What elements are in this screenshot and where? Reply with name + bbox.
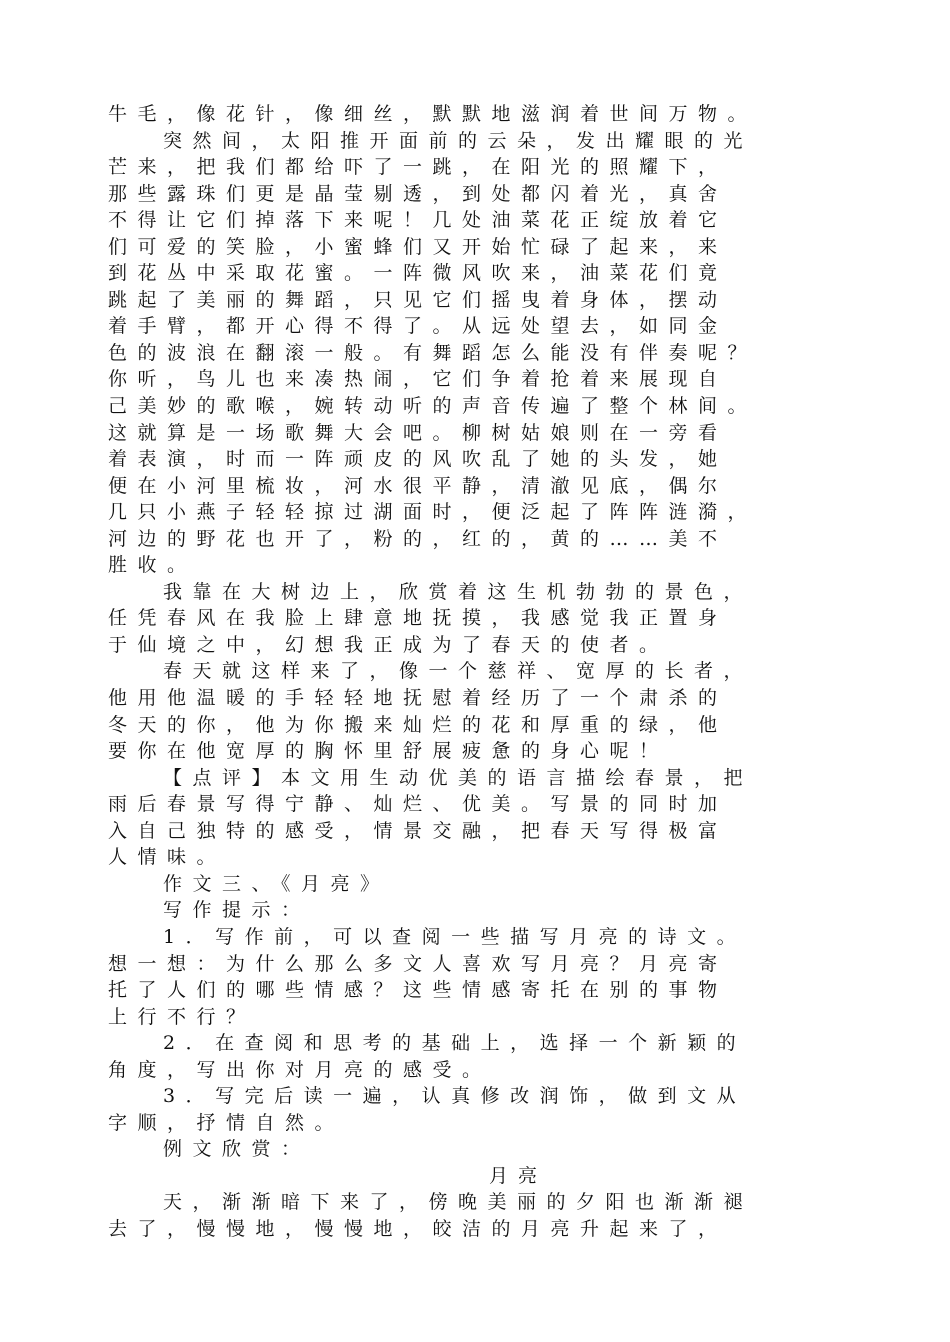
text-line: 色的波浪在翻滚一般。有舞蹈怎么能没有伴奏呢？ — [108, 341, 758, 364]
text-line: 己美妙的歌喉，婉转动听的声音传遍了整个林间。 — [108, 395, 758, 418]
text-line: 他用他温暖的手轻轻地抚慰着经历了一个肃杀的 — [108, 687, 728, 710]
text-line: 天，渐渐暗下来了，傍晚美丽的夕阳也渐渐褪 — [163, 1191, 754, 1214]
text-line: 入自己独特的感受，情景交融，把春天写得极富 — [108, 819, 728, 842]
text-line: 着手臂，都开心得不得了。从远处望去，如同金 — [108, 315, 728, 338]
text-line: 【点评】本文用生动优美的语言描绘春景，把 — [163, 766, 754, 789]
text-line: 着表演，时而一阵顽皮的风吹乱了她的头发，她 — [108, 448, 728, 471]
text-line: 2．在查阅和思考的基础上，选择一个新颖的 — [163, 1032, 747, 1055]
text-line: 春天就这样来了，像一个慈祥、宽厚的长者， — [163, 660, 754, 683]
text-line: 牛毛，像花针，像细丝，默默地滋润着世间万物。 — [108, 103, 758, 125]
text-line: 便在小河里梳妆，河水很平静，清澈见底，偶尔 — [108, 474, 728, 497]
text-line: 字顺，抒情自然。 — [108, 1111, 345, 1134]
text-line: 人情味。 — [108, 846, 227, 869]
text-line: 写作提示： — [163, 899, 311, 922]
text-line: 3．写完后读一遍，认真修改润饰，做到文从 — [163, 1085, 747, 1108]
text-line: 作文三、《月亮》 — [163, 872, 390, 895]
text-line: 河边的野花也开了，粉的，红的，黄的……美不 — [108, 527, 728, 550]
text-line: 芒来，把我们都给吓了一跳，在阳光的照耀下， — [108, 156, 728, 179]
text-line: 不得让它们掉落下来呢！几处油菜花正绽放着它 — [108, 209, 728, 232]
text-line: 冬天的你，他为你搬来灿烂的花和厚重的绿，他 — [108, 713, 728, 736]
document-body — [108, 101, 868, 1243]
text-line: 托了人们的哪些情感？这些情感寄托在别的事物 — [108, 979, 728, 1002]
text-line: 突然间，太阳推开面前的云朵，发出耀眼的光 — [163, 129, 754, 152]
text-line: 你听，鸟儿也来凑热闹，它们争着抢着来展现自 — [108, 368, 728, 391]
text-line: 任凭春风在我脸上肆意地抚摸，我感觉我正置身 — [108, 607, 728, 630]
text-line: 跳起了美丽的舞蹈，只见它们摇曳着身体，摆动 — [108, 288, 728, 311]
text-line: 胜收。 — [108, 554, 197, 577]
text-line: 那些露珠们更是晶莹剔透，到处都闪着光，真舍 — [108, 182, 728, 205]
text-line: 想一想：为什么那么多文人喜欢写月亮？月亮寄 — [108, 952, 728, 975]
text-line: 我靠在大树边上，欣赏着这生机勃勃的景色， — [163, 580, 754, 603]
text-line: 例文欣赏： — [163, 1138, 311, 1161]
text-line: 这就算是一场歌舞大会吧。柳树姑娘则在一旁看 — [108, 421, 728, 444]
text-line: 上行不行？ — [108, 1005, 256, 1028]
text-line: 几只小燕子轻轻掠过湖面时，便泛起了阵阵涟漪， — [108, 501, 758, 524]
text-line: 到花丛中采取花蜜。一阵微风吹来，油菜花们竟 — [108, 262, 728, 285]
text-line: 雨后春景写得宁静、灿烂、优美。写景的同时加 — [108, 793, 728, 816]
essay-title: 月亮 — [488, 1164, 547, 1187]
text-line: 角度，写出你对月亮的感受。 — [108, 1058, 492, 1081]
text-line: 要你在他宽厚的胸怀里舒展疲惫的身心呢！ — [108, 740, 669, 763]
text-line: 于仙境之中，幻想我正成为了春天的使者。 — [108, 633, 669, 656]
text-line: 1．写作前，可以查阅一些描写月亮的诗文。 — [163, 925, 747, 948]
text-line: 去了，慢慢地，慢慢地，皎洁的月亮升起来了， — [108, 1217, 728, 1240]
text-line: 们可爱的笑脸，小蜜蜂们又开始忙碌了起来，来 — [108, 235, 728, 258]
